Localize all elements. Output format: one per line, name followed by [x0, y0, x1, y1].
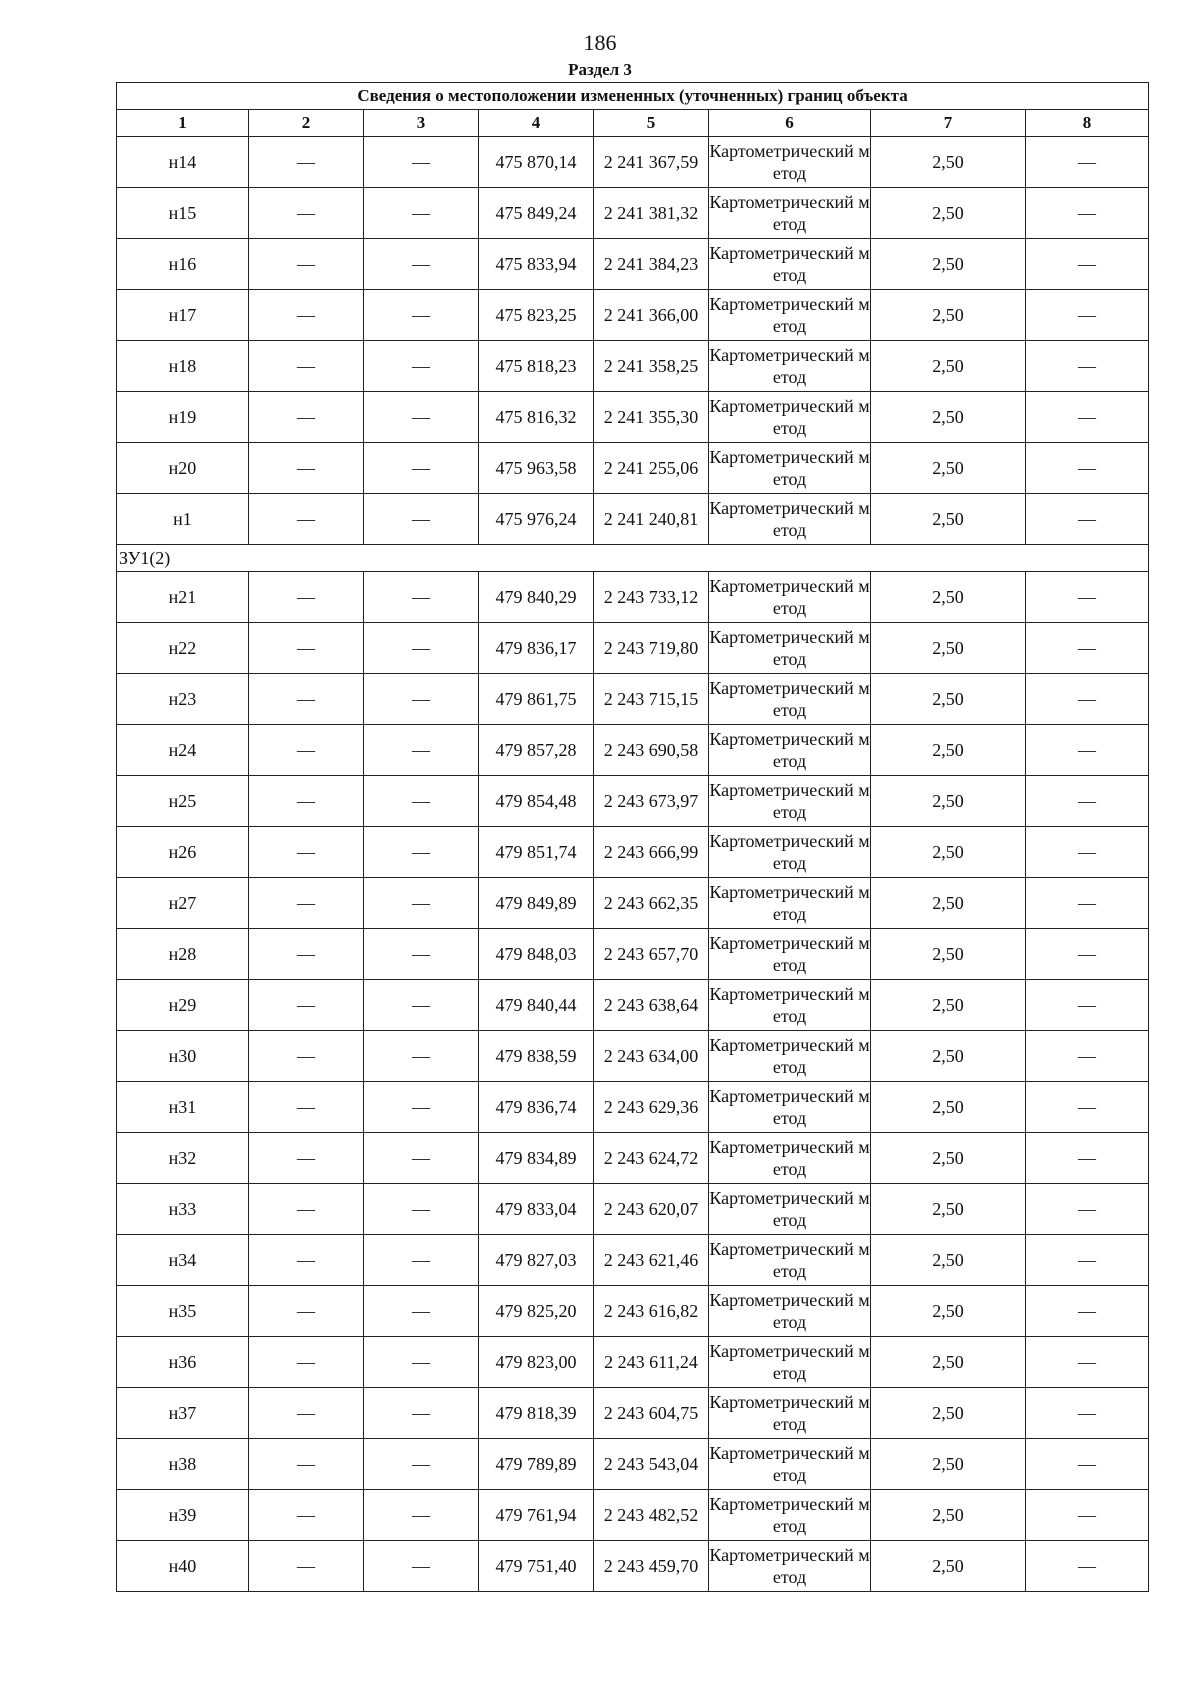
accuracy-cell: 2,50 [871, 1541, 1026, 1592]
table-row [117, 1286, 1149, 1337]
accuracy-cell: 2,50 [871, 1133, 1026, 1184]
method-cell: Картометрический метод [709, 1286, 871, 1337]
x-coordinate-cell: 479 818,39 [479, 1388, 594, 1439]
method-cell: Картометрический метод [709, 290, 871, 341]
x-coordinate-cell: 475 818,23 [479, 341, 594, 392]
column-number: 7 [871, 110, 1026, 137]
column-number: 8 [1026, 110, 1149, 137]
method-cell: Картометрический метод [709, 725, 871, 776]
y-coordinate-cell: 2 243 624,72 [594, 1133, 709, 1184]
empty-dash-cell: — [364, 188, 479, 239]
y-coordinate-cell: 2 243 657,70 [594, 929, 709, 980]
empty-dash-cell: — [1026, 290, 1149, 341]
empty-dash-cell: — [364, 929, 479, 980]
x-coordinate-cell: 475 816,32 [479, 392, 594, 443]
method-cell: Картометрический метод [709, 1439, 871, 1490]
point-id-cell: н24 [117, 725, 249, 776]
empty-dash-cell: — [249, 827, 364, 878]
accuracy-cell: 2,50 [871, 878, 1026, 929]
accuracy-cell: 2,50 [871, 1286, 1026, 1337]
table-row [117, 1490, 1149, 1541]
point-id-cell: н23 [117, 674, 249, 725]
empty-dash-cell: — [364, 1490, 479, 1541]
empty-dash-cell: — [249, 776, 364, 827]
table-row [117, 878, 1149, 929]
table-row [117, 674, 1149, 725]
x-coordinate-cell: 479 838,59 [479, 1031, 594, 1082]
empty-dash-cell: — [249, 1490, 364, 1541]
point-id-cell: н36 [117, 1337, 249, 1388]
accuracy-cell: 2,50 [871, 827, 1026, 878]
point-id-cell: н31 [117, 1082, 249, 1133]
empty-dash-cell: — [1026, 827, 1149, 878]
x-coordinate-cell: 479 849,89 [479, 878, 594, 929]
method-cell: Картометрический метод [709, 878, 871, 929]
empty-dash-cell: — [249, 392, 364, 443]
x-coordinate-cell: 479 840,44 [479, 980, 594, 1031]
empty-dash-cell: — [1026, 776, 1149, 827]
point-id-cell: н20 [117, 443, 249, 494]
empty-dash-cell: — [1026, 929, 1149, 980]
method-cell: Картометрический метод [709, 443, 871, 494]
y-coordinate-cell: 2 243 690,58 [594, 725, 709, 776]
method-cell: Картометрический метод [709, 929, 871, 980]
method-cell: Картометрический метод [709, 239, 871, 290]
x-coordinate-cell: 479 833,04 [479, 1184, 594, 1235]
empty-dash-cell: — [249, 1235, 364, 1286]
accuracy-cell: 2,50 [871, 1337, 1026, 1388]
table-row [117, 137, 1149, 188]
y-coordinate-cell: 2 241 367,59 [594, 137, 709, 188]
column-number: 3 [364, 110, 479, 137]
point-id-cell: н35 [117, 1286, 249, 1337]
empty-dash-cell: — [1026, 1439, 1149, 1490]
point-id-cell: н17 [117, 290, 249, 341]
accuracy-cell: 2,50 [871, 776, 1026, 827]
table-row [117, 929, 1149, 980]
empty-dash-cell: — [364, 494, 479, 545]
table-row [117, 1235, 1149, 1286]
x-coordinate-cell: 475 849,24 [479, 188, 594, 239]
accuracy-cell: 2,50 [871, 494, 1026, 545]
table-row [117, 1388, 1149, 1439]
point-id-cell: н27 [117, 878, 249, 929]
y-coordinate-cell: 2 243 638,64 [594, 980, 709, 1031]
x-coordinate-cell: 475 833,94 [479, 239, 594, 290]
empty-dash-cell: — [364, 1031, 479, 1082]
point-id-cell: н16 [117, 239, 249, 290]
y-coordinate-cell: 2 243 611,24 [594, 1337, 709, 1388]
group-label: ЗУ1(2) [117, 545, 1149, 572]
empty-dash-cell: — [364, 1541, 479, 1592]
point-id-cell: н34 [117, 1235, 249, 1286]
table-row [117, 1184, 1149, 1235]
table-row [117, 1133, 1149, 1184]
x-coordinate-cell: 479 851,74 [479, 827, 594, 878]
point-id-cell: н21 [117, 572, 249, 623]
column-number: 6 [709, 110, 871, 137]
empty-dash-cell: — [1026, 878, 1149, 929]
empty-dash-cell: — [364, 1388, 479, 1439]
table-row [117, 1439, 1149, 1490]
empty-dash-cell: — [1026, 572, 1149, 623]
empty-dash-cell: — [364, 239, 479, 290]
point-id-cell: н19 [117, 392, 249, 443]
table-row [117, 827, 1149, 878]
accuracy-cell: 2,50 [871, 1235, 1026, 1286]
empty-dash-cell: — [1026, 980, 1149, 1031]
accuracy-cell: 2,50 [871, 188, 1026, 239]
empty-dash-cell: — [1026, 137, 1149, 188]
table-row [117, 188, 1149, 239]
table-row [117, 392, 1149, 443]
method-cell: Картометрический метод [709, 827, 871, 878]
empty-dash-cell: — [249, 1439, 364, 1490]
empty-dash-cell: — [1026, 1031, 1149, 1082]
column-number: 5 [594, 110, 709, 137]
method-cell: Картометрический метод [709, 623, 871, 674]
empty-dash-cell: — [364, 980, 479, 1031]
point-id-cell: н15 [117, 188, 249, 239]
x-coordinate-cell: 475 963,58 [479, 443, 594, 494]
empty-dash-cell: — [364, 1286, 479, 1337]
empty-dash-cell: — [249, 1337, 364, 1388]
point-id-cell: н30 [117, 1031, 249, 1082]
accuracy-cell: 2,50 [871, 1184, 1026, 1235]
point-id-cell: н38 [117, 1439, 249, 1490]
x-coordinate-cell: 475 870,14 [479, 137, 594, 188]
column-number: 1 [117, 110, 249, 137]
accuracy-cell: 2,50 [871, 674, 1026, 725]
empty-dash-cell: — [249, 623, 364, 674]
accuracy-cell: 2,50 [871, 1490, 1026, 1541]
table-row [117, 1031, 1149, 1082]
empty-dash-cell: — [1026, 1541, 1149, 1592]
table-row [117, 1082, 1149, 1133]
y-coordinate-cell: 2 243 459,70 [594, 1541, 709, 1592]
empty-dash-cell: — [249, 878, 364, 929]
y-coordinate-cell: 2 243 620,07 [594, 1184, 709, 1235]
accuracy-cell: 2,50 [871, 239, 1026, 290]
point-id-cell: н37 [117, 1388, 249, 1439]
y-coordinate-cell: 2 241 384,23 [594, 239, 709, 290]
empty-dash-cell: — [1026, 623, 1149, 674]
empty-dash-cell: — [249, 494, 364, 545]
y-coordinate-cell: 2 241 381,32 [594, 188, 709, 239]
y-coordinate-cell: 2 243 733,12 [594, 572, 709, 623]
x-coordinate-cell: 475 976,24 [479, 494, 594, 545]
y-coordinate-cell: 2 243 543,04 [594, 1439, 709, 1490]
empty-dash-cell: — [249, 1031, 364, 1082]
empty-dash-cell: — [249, 1541, 364, 1592]
point-id-cell: н1 [117, 494, 249, 545]
table-row [117, 623, 1149, 674]
coordinates-table [116, 82, 1149, 1592]
method-cell: Картометрический метод [709, 1235, 871, 1286]
empty-dash-cell: — [249, 341, 364, 392]
empty-dash-cell: — [364, 623, 479, 674]
empty-dash-cell: — [249, 1286, 364, 1337]
point-id-cell: н33 [117, 1184, 249, 1235]
point-id-cell: н26 [117, 827, 249, 878]
method-cell: Картометрический метод [709, 341, 871, 392]
method-cell: Картометрический метод [709, 674, 871, 725]
y-coordinate-cell: 2 241 366,00 [594, 290, 709, 341]
point-id-cell: н32 [117, 1133, 249, 1184]
x-coordinate-cell: 479 836,17 [479, 623, 594, 674]
x-coordinate-cell: 475 823,25 [479, 290, 594, 341]
y-coordinate-cell: 2 241 355,30 [594, 392, 709, 443]
method-cell: Картометрический метод [709, 776, 871, 827]
column-number: 2 [249, 110, 364, 137]
empty-dash-cell: — [364, 1439, 479, 1490]
empty-dash-cell: — [1026, 1337, 1149, 1388]
empty-dash-cell: — [1026, 1082, 1149, 1133]
empty-dash-cell: — [364, 392, 479, 443]
empty-dash-cell: — [249, 188, 364, 239]
empty-dash-cell: — [1026, 494, 1149, 545]
section-title: Раздел 3 [568, 60, 632, 79]
empty-dash-cell: — [1026, 188, 1149, 239]
empty-dash-cell: — [1026, 1133, 1149, 1184]
accuracy-cell: 2,50 [871, 290, 1026, 341]
empty-dash-cell: — [1026, 1235, 1149, 1286]
point-id-cell: н18 [117, 341, 249, 392]
x-coordinate-cell: 479 840,29 [479, 572, 594, 623]
empty-dash-cell: — [364, 725, 479, 776]
column-number: 4 [479, 110, 594, 137]
y-coordinate-cell: 2 243 662,35 [594, 878, 709, 929]
empty-dash-cell: — [1026, 1184, 1149, 1235]
point-id-cell: н25 [117, 776, 249, 827]
x-coordinate-cell: 479 823,00 [479, 1337, 594, 1388]
empty-dash-cell: — [249, 572, 364, 623]
table-row [117, 980, 1149, 1031]
empty-dash-cell: — [364, 1337, 479, 1388]
empty-dash-cell: — [364, 341, 479, 392]
y-coordinate-cell: 2 243 715,15 [594, 674, 709, 725]
x-coordinate-cell: 479 789,89 [479, 1439, 594, 1490]
accuracy-cell: 2,50 [871, 980, 1026, 1031]
y-coordinate-cell: 2 243 616,82 [594, 1286, 709, 1337]
method-cell: Картометрический метод [709, 1184, 871, 1235]
method-cell: Картометрический метод [709, 572, 871, 623]
point-id-cell: н28 [117, 929, 249, 980]
method-cell: Картометрический метод [709, 1388, 871, 1439]
empty-dash-cell: — [1026, 239, 1149, 290]
method-cell: Картометрический метод [709, 188, 871, 239]
empty-dash-cell: — [364, 443, 479, 494]
empty-dash-cell: — [1026, 725, 1149, 776]
table-body [117, 137, 1149, 1592]
point-id-cell: н39 [117, 1490, 249, 1541]
empty-dash-cell: — [364, 878, 479, 929]
empty-dash-cell: — [249, 725, 364, 776]
empty-dash-cell: — [249, 443, 364, 494]
empty-dash-cell: — [249, 980, 364, 1031]
table-row [117, 239, 1149, 290]
y-coordinate-cell: 2 243 482,52 [594, 1490, 709, 1541]
empty-dash-cell: — [364, 1184, 479, 1235]
table-row [117, 776, 1149, 827]
point-id-cell: н29 [117, 980, 249, 1031]
empty-dash-cell: — [249, 674, 364, 725]
empty-dash-cell: — [249, 239, 364, 290]
accuracy-cell: 2,50 [871, 443, 1026, 494]
x-coordinate-cell: 479 857,28 [479, 725, 594, 776]
accuracy-cell: 2,50 [871, 137, 1026, 188]
x-coordinate-cell: 479 861,75 [479, 674, 594, 725]
x-coordinate-cell: 479 827,03 [479, 1235, 594, 1286]
table-row [117, 725, 1149, 776]
empty-dash-cell: — [249, 290, 364, 341]
accuracy-cell: 2,50 [871, 1388, 1026, 1439]
empty-dash-cell: — [249, 1184, 364, 1235]
accuracy-cell: 2,50 [871, 929, 1026, 980]
empty-dash-cell: — [364, 137, 479, 188]
column-number-row [117, 110, 1149, 137]
table-row [117, 572, 1149, 623]
method-cell: Картометрический метод [709, 137, 871, 188]
empty-dash-cell: — [1026, 1286, 1149, 1337]
group-row [117, 545, 1149, 572]
method-cell: Картометрический метод [709, 980, 871, 1031]
table-caption: Сведения о местоположении измененных (уточненных) границ объекта [117, 83, 1149, 110]
empty-dash-cell: — [364, 776, 479, 827]
empty-dash-cell: — [364, 290, 479, 341]
y-coordinate-cell: 2 241 358,25 [594, 341, 709, 392]
accuracy-cell: 2,50 [871, 725, 1026, 776]
empty-dash-cell: — [249, 137, 364, 188]
accuracy-cell: 2,50 [871, 572, 1026, 623]
empty-dash-cell: — [364, 1082, 479, 1133]
accuracy-cell: 2,50 [871, 1439, 1026, 1490]
method-cell: Картометрический метод [709, 1031, 871, 1082]
table-row [117, 1541, 1149, 1592]
empty-dash-cell: — [364, 827, 479, 878]
method-cell: Картометрический метод [709, 1337, 871, 1388]
y-coordinate-cell: 2 243 629,36 [594, 1082, 709, 1133]
y-coordinate-cell: 2 243 634,00 [594, 1031, 709, 1082]
y-coordinate-cell: 2 243 621,46 [594, 1235, 709, 1286]
x-coordinate-cell: 479 751,40 [479, 1541, 594, 1592]
x-coordinate-cell: 479 834,89 [479, 1133, 594, 1184]
y-coordinate-cell: 2 241 255,06 [594, 443, 709, 494]
method-cell: Картометрический метод [709, 1082, 871, 1133]
empty-dash-cell: — [1026, 392, 1149, 443]
y-coordinate-cell: 2 243 673,97 [594, 776, 709, 827]
empty-dash-cell: — [364, 674, 479, 725]
empty-dash-cell: — [1026, 443, 1149, 494]
empty-dash-cell: — [364, 1133, 479, 1184]
y-coordinate-cell: 2 243 604,75 [594, 1388, 709, 1439]
accuracy-cell: 2,50 [871, 623, 1026, 674]
method-cell: Картометрический метод [709, 1541, 871, 1592]
empty-dash-cell: — [1026, 1388, 1149, 1439]
x-coordinate-cell: 479 854,48 [479, 776, 594, 827]
empty-dash-cell: — [249, 1388, 364, 1439]
table-row [117, 1337, 1149, 1388]
empty-dash-cell: — [1026, 1490, 1149, 1541]
x-coordinate-cell: 479 825,20 [479, 1286, 594, 1337]
point-id-cell: н14 [117, 137, 249, 188]
x-coordinate-cell: 479 761,94 [479, 1490, 594, 1541]
table-row [117, 290, 1149, 341]
y-coordinate-cell: 2 243 666,99 [594, 827, 709, 878]
point-id-cell: н40 [117, 1541, 249, 1592]
x-coordinate-cell: 479 848,03 [479, 929, 594, 980]
empty-dash-cell: — [249, 929, 364, 980]
empty-dash-cell: — [1026, 341, 1149, 392]
empty-dash-cell: — [1026, 674, 1149, 725]
method-cell: Картометрический метод [709, 392, 871, 443]
accuracy-cell: 2,50 [871, 341, 1026, 392]
x-coordinate-cell: 479 836,74 [479, 1082, 594, 1133]
empty-dash-cell: — [364, 1235, 479, 1286]
table-row [117, 494, 1149, 545]
method-cell: Картометрический метод [709, 494, 871, 545]
method-cell: Картометрический метод [709, 1133, 871, 1184]
accuracy-cell: 2,50 [871, 392, 1026, 443]
y-coordinate-cell: 2 243 719,80 [594, 623, 709, 674]
accuracy-cell: 2,50 [871, 1082, 1026, 1133]
table-row [117, 341, 1149, 392]
page-number: 186 [583, 30, 617, 55]
empty-dash-cell: — [249, 1082, 364, 1133]
empty-dash-cell: — [249, 1133, 364, 1184]
empty-dash-cell: — [364, 572, 479, 623]
point-id-cell: н22 [117, 623, 249, 674]
accuracy-cell: 2,50 [871, 1031, 1026, 1082]
table-row [117, 443, 1149, 494]
method-cell: Картометрический метод [709, 1490, 871, 1541]
y-coordinate-cell: 2 241 240,81 [594, 494, 709, 545]
